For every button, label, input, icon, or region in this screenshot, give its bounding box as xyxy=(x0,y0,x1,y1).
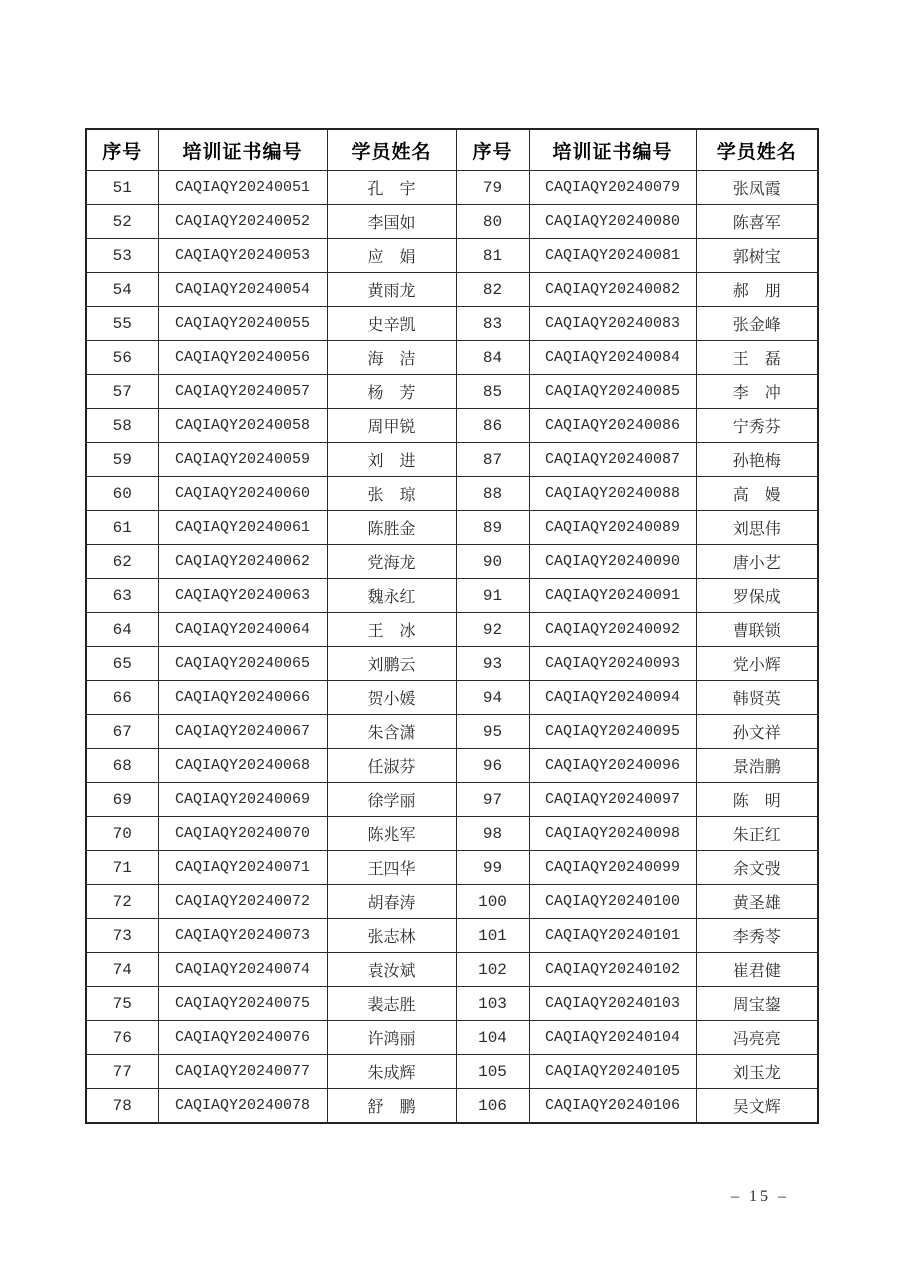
certificate-cell: CAQIAQY20240059 xyxy=(158,443,327,477)
certificate-cell: CAQIAQY20240086 xyxy=(529,409,696,443)
student-name-column-header-right: 学员姓名 xyxy=(696,129,818,171)
student-name-cell: 袁汝斌 xyxy=(327,953,456,987)
certificate-cell: CAQIAQY20240069 xyxy=(158,783,327,817)
student-name-cell: 郭树宝 xyxy=(696,239,818,273)
student-name-cell: 王 冰 xyxy=(327,613,456,647)
certificate-cell: CAQIAQY20240100 xyxy=(529,885,696,919)
serial-cell: 66 xyxy=(86,681,158,715)
student-name-cell: 陈胜金 xyxy=(327,511,456,545)
serial-cell: 65 xyxy=(86,647,158,681)
student-name-cell: 韩贤英 xyxy=(696,681,818,715)
serial-cell: 103 xyxy=(456,987,529,1021)
student-name-cell: 孔 宇 xyxy=(327,171,456,205)
student-name-cell: 朱含潇 xyxy=(327,715,456,749)
certificate-cell: CAQIAQY20240104 xyxy=(529,1021,696,1055)
certificate-cell: CAQIAQY20240098 xyxy=(529,817,696,851)
serial-cell: 93 xyxy=(456,647,529,681)
student-name-cell: 陈兆军 xyxy=(327,817,456,851)
serial-cell: 84 xyxy=(456,341,529,375)
serial-cell: 94 xyxy=(456,681,529,715)
certificate-cell: CAQIAQY20240103 xyxy=(529,987,696,1021)
serial-cell: 80 xyxy=(456,205,529,239)
serial-cell: 55 xyxy=(86,307,158,341)
certificate-cell: CAQIAQY20240067 xyxy=(158,715,327,749)
table-row xyxy=(86,647,818,681)
serial-cell: 82 xyxy=(456,273,529,307)
certificate-cell: CAQIAQY20240093 xyxy=(529,647,696,681)
student-name-cell: 张凤霞 xyxy=(696,171,818,205)
table-row xyxy=(86,613,818,647)
student-name-cell: 裴志胜 xyxy=(327,987,456,1021)
serial-cell: 90 xyxy=(456,545,529,579)
certificate-column-header-right: 培训证书编号 xyxy=(529,129,696,171)
certificate-cell: CAQIAQY20240094 xyxy=(529,681,696,715)
certificate-cell: CAQIAQY20240065 xyxy=(158,647,327,681)
student-name-cell: 李秀苓 xyxy=(696,919,818,953)
student-name-cell: 王 磊 xyxy=(696,341,818,375)
serial-cell: 60 xyxy=(86,477,158,511)
certificate-cell: CAQIAQY20240099 xyxy=(529,851,696,885)
table-row xyxy=(86,375,818,409)
certificate-cell: CAQIAQY20240053 xyxy=(158,239,327,273)
certificate-cell: CAQIAQY20240061 xyxy=(158,511,327,545)
serial-cell: 74 xyxy=(86,953,158,987)
serial-cell: 104 xyxy=(456,1021,529,1055)
table-row xyxy=(86,511,818,545)
serial-cell: 98 xyxy=(456,817,529,851)
serial-cell: 72 xyxy=(86,885,158,919)
serial-cell: 81 xyxy=(456,239,529,273)
table-row xyxy=(86,341,818,375)
serial-cell: 95 xyxy=(456,715,529,749)
student-name-cell: 胡春涛 xyxy=(327,885,456,919)
table-row xyxy=(86,205,818,239)
certificate-table xyxy=(85,128,819,1124)
student-name-cell: 朱正红 xyxy=(696,817,818,851)
student-name-cell: 陈喜军 xyxy=(696,205,818,239)
serial-cell: 99 xyxy=(456,851,529,885)
certificate-cell: CAQIAQY20240105 xyxy=(529,1055,696,1089)
serial-cell: 85 xyxy=(456,375,529,409)
certificate-cell: CAQIAQY20240091 xyxy=(529,579,696,613)
serial-cell: 51 xyxy=(86,171,158,205)
serial-cell: 58 xyxy=(86,409,158,443)
student-name-cell: 宁秀芬 xyxy=(696,409,818,443)
student-name-cell: 贺小媛 xyxy=(327,681,456,715)
table-row xyxy=(86,749,818,783)
certificate-cell: CAQIAQY20240063 xyxy=(158,579,327,613)
student-name-cell: 崔君健 xyxy=(696,953,818,987)
certificate-cell: CAQIAQY20240097 xyxy=(529,783,696,817)
certificate-cell: CAQIAQY20240062 xyxy=(158,545,327,579)
table-row xyxy=(86,1089,818,1124)
student-name-cell: 海 洁 xyxy=(327,341,456,375)
student-name-cell: 张 琼 xyxy=(327,477,456,511)
serial-cell: 77 xyxy=(86,1055,158,1089)
student-name-cell: 吴文辉 xyxy=(696,1089,818,1124)
student-name-cell: 杨 芳 xyxy=(327,375,456,409)
serial-cell: 70 xyxy=(86,817,158,851)
serial-column-header-right: 序号 xyxy=(456,129,529,171)
certificate-cell: CAQIAQY20240106 xyxy=(529,1089,696,1124)
serial-cell: 79 xyxy=(456,171,529,205)
serial-cell: 52 xyxy=(86,205,158,239)
table-row xyxy=(86,783,818,817)
serial-cell: 53 xyxy=(86,239,158,273)
table-row xyxy=(86,885,818,919)
certificate-cell: CAQIAQY20240101 xyxy=(529,919,696,953)
student-name-cell: 刘 进 xyxy=(327,443,456,477)
student-name-cell: 黄雨龙 xyxy=(327,273,456,307)
serial-cell: 56 xyxy=(86,341,158,375)
certificate-cell: CAQIAQY20240073 xyxy=(158,919,327,953)
certificate-cell: CAQIAQY20240088 xyxy=(529,477,696,511)
certificate-cell: CAQIAQY20240082 xyxy=(529,273,696,307)
serial-column-header-left: 序号 xyxy=(86,129,158,171)
certificate-column-header-left: 培训证书编号 xyxy=(158,129,327,171)
table-header-row xyxy=(86,129,818,171)
serial-cell: 87 xyxy=(456,443,529,477)
certificate-cell: CAQIAQY20240087 xyxy=(529,443,696,477)
certificate-cell: CAQIAQY20240092 xyxy=(529,613,696,647)
serial-cell: 88 xyxy=(456,477,529,511)
student-name-column-header-left: 学员姓名 xyxy=(327,129,456,171)
certificate-cell: CAQIAQY20240075 xyxy=(158,987,327,1021)
serial-cell: 100 xyxy=(456,885,529,919)
student-name-cell: 周宝鋆 xyxy=(696,987,818,1021)
student-name-cell: 应 娟 xyxy=(327,239,456,273)
table-row xyxy=(86,987,818,1021)
certificate-cell: CAQIAQY20240090 xyxy=(529,545,696,579)
serial-cell: 68 xyxy=(86,749,158,783)
serial-cell: 59 xyxy=(86,443,158,477)
certificate-cell: CAQIAQY20240076 xyxy=(158,1021,327,1055)
serial-cell: 75 xyxy=(86,987,158,1021)
student-name-cell: 罗保成 xyxy=(696,579,818,613)
serial-cell: 64 xyxy=(86,613,158,647)
table-row xyxy=(86,1021,818,1055)
certificate-cell: CAQIAQY20240064 xyxy=(158,613,327,647)
serial-cell: 96 xyxy=(456,749,529,783)
student-name-cell: 景浩鹏 xyxy=(696,749,818,783)
student-name-cell: 刘玉龙 xyxy=(696,1055,818,1089)
certificate-cell: CAQIAQY20240068 xyxy=(158,749,327,783)
table-row xyxy=(86,545,818,579)
student-name-cell: 孙文祥 xyxy=(696,715,818,749)
table-row xyxy=(86,919,818,953)
serial-cell: 101 xyxy=(456,919,529,953)
student-name-cell: 徐学丽 xyxy=(327,783,456,817)
student-name-cell: 李国如 xyxy=(327,205,456,239)
certificate-cell: CAQIAQY20240056 xyxy=(158,341,327,375)
student-name-cell: 魏永红 xyxy=(327,579,456,613)
certificate-cell: CAQIAQY20240084 xyxy=(529,341,696,375)
certificate-cell: CAQIAQY20240102 xyxy=(529,953,696,987)
student-name-cell: 唐小艺 xyxy=(696,545,818,579)
student-name-cell: 朱成辉 xyxy=(327,1055,456,1089)
student-name-cell: 刘思伟 xyxy=(696,511,818,545)
page-number: – 15 – xyxy=(731,1188,789,1205)
certificate-cell: CAQIAQY20240071 xyxy=(158,851,327,885)
table-row xyxy=(86,443,818,477)
certificate-cell: CAQIAQY20240096 xyxy=(529,749,696,783)
table-row xyxy=(86,171,818,205)
certificate-cell: CAQIAQY20240066 xyxy=(158,681,327,715)
student-name-cell: 舒 鹏 xyxy=(327,1089,456,1124)
student-name-cell: 刘鹏云 xyxy=(327,647,456,681)
student-name-cell: 王四华 xyxy=(327,851,456,885)
student-name-cell: 任淑芬 xyxy=(327,749,456,783)
certificate-cell: CAQIAQY20240055 xyxy=(158,307,327,341)
certificate-cell: CAQIAQY20240083 xyxy=(529,307,696,341)
serial-cell: 62 xyxy=(86,545,158,579)
serial-cell: 102 xyxy=(456,953,529,987)
serial-cell: 57 xyxy=(86,375,158,409)
student-name-cell: 李 冲 xyxy=(696,375,818,409)
certificate-cell: CAQIAQY20240070 xyxy=(158,817,327,851)
serial-cell: 69 xyxy=(86,783,158,817)
table-row xyxy=(86,953,818,987)
table-row xyxy=(86,579,818,613)
serial-cell: 54 xyxy=(86,273,158,307)
table-row xyxy=(86,1055,818,1089)
table-row xyxy=(86,817,818,851)
serial-cell: 106 xyxy=(456,1089,529,1124)
certificate-cell: CAQIAQY20240058 xyxy=(158,409,327,443)
certificate-cell: CAQIAQY20240079 xyxy=(529,171,696,205)
student-name-cell: 孙艳梅 xyxy=(696,443,818,477)
serial-cell: 86 xyxy=(456,409,529,443)
student-name-cell: 史辛凯 xyxy=(327,307,456,341)
certificate-cell: CAQIAQY20240080 xyxy=(529,205,696,239)
table-row xyxy=(86,239,818,273)
serial-cell: 61 xyxy=(86,511,158,545)
table-row xyxy=(86,307,818,341)
table-row xyxy=(86,409,818,443)
serial-cell: 67 xyxy=(86,715,158,749)
student-name-cell: 周甲锐 xyxy=(327,409,456,443)
certificate-cell: CAQIAQY20240051 xyxy=(158,171,327,205)
serial-cell: 78 xyxy=(86,1089,158,1124)
table-row xyxy=(86,715,818,749)
certificate-cell: CAQIAQY20240077 xyxy=(158,1055,327,1089)
student-name-cell: 黄圣雄 xyxy=(696,885,818,919)
serial-cell: 92 xyxy=(456,613,529,647)
serial-cell: 91 xyxy=(456,579,529,613)
student-name-cell: 张金峰 xyxy=(696,307,818,341)
certificate-cell: CAQIAQY20240078 xyxy=(158,1089,327,1124)
student-name-cell: 郝 朋 xyxy=(696,273,818,307)
student-name-cell: 党小辉 xyxy=(696,647,818,681)
serial-cell: 71 xyxy=(86,851,158,885)
student-name-cell: 余文弢 xyxy=(696,851,818,885)
certificate-cell: CAQIAQY20240060 xyxy=(158,477,327,511)
certificate-cell: CAQIAQY20240057 xyxy=(158,375,327,409)
table-row xyxy=(86,851,818,885)
certificate-cell: CAQIAQY20240089 xyxy=(529,511,696,545)
student-name-cell: 张志林 xyxy=(327,919,456,953)
certificate-cell: CAQIAQY20240054 xyxy=(158,273,327,307)
student-name-cell: 陈 明 xyxy=(696,783,818,817)
certificate-cell: CAQIAQY20240052 xyxy=(158,205,327,239)
table-row xyxy=(86,477,818,511)
certificate-cell: CAQIAQY20240081 xyxy=(529,239,696,273)
serial-cell: 63 xyxy=(86,579,158,613)
table-row xyxy=(86,273,818,307)
student-name-cell: 党海龙 xyxy=(327,545,456,579)
certificate-cell: CAQIAQY20240095 xyxy=(529,715,696,749)
serial-cell: 73 xyxy=(86,919,158,953)
student-name-cell: 冯亮亮 xyxy=(696,1021,818,1055)
serial-cell: 76 xyxy=(86,1021,158,1055)
certificate-cell: CAQIAQY20240072 xyxy=(158,885,327,919)
certificate-cell: CAQIAQY20240074 xyxy=(158,953,327,987)
student-name-cell: 高 嫚 xyxy=(696,477,818,511)
serial-cell: 89 xyxy=(456,511,529,545)
serial-cell: 97 xyxy=(456,783,529,817)
certificate-cell: CAQIAQY20240085 xyxy=(529,375,696,409)
table-row xyxy=(86,681,818,715)
student-name-cell: 曹联锁 xyxy=(696,613,818,647)
serial-cell: 83 xyxy=(456,307,529,341)
serial-cell: 105 xyxy=(456,1055,529,1089)
student-name-cell: 许鸿丽 xyxy=(327,1021,456,1055)
